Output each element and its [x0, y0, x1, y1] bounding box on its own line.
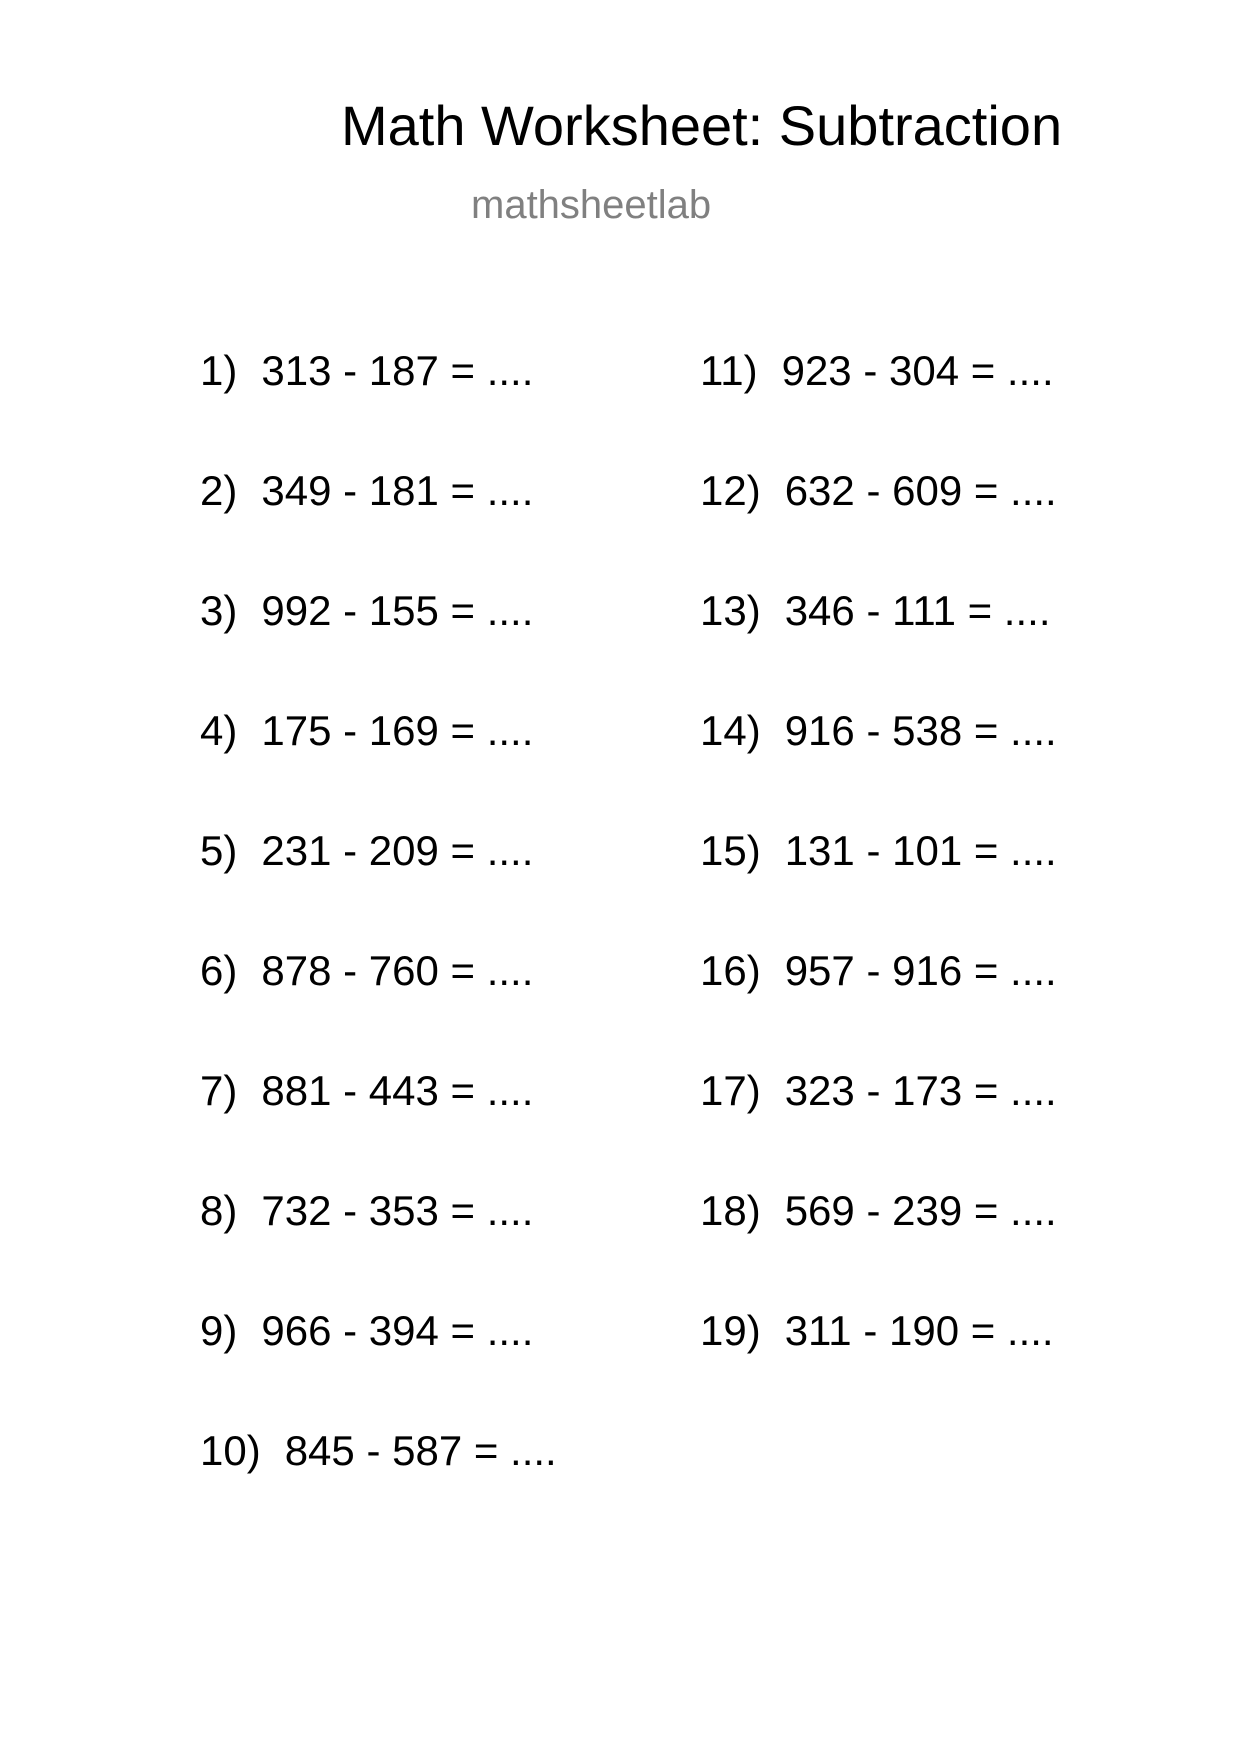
- problem-number: 5): [200, 827, 238, 874]
- worksheet-title: Math Worksheet: Subtraction: [341, 94, 1063, 157]
- problem-item: [200, 347, 557, 470]
- problem-item: [200, 1307, 557, 1430]
- problem-expression: 323 - 173 = ....: [784, 1067, 1057, 1114]
- problem-number: 13): [700, 587, 761, 634]
- problem-number: 1): [200, 347, 238, 394]
- problem-expression: 313 - 187 = ....: [261, 347, 534, 394]
- problem-expression: 957 - 916 = ....: [784, 947, 1057, 994]
- problem-item: [200, 1187, 557, 1310]
- problem-item: [200, 827, 557, 950]
- problem-expression: 131 - 101 = ....: [784, 827, 1057, 874]
- problem-expression: 878 - 760 = ....: [261, 947, 534, 994]
- problem-expression: 632 - 609 = ....: [784, 467, 1057, 514]
- problem-column-left: [200, 347, 557, 1550]
- problem-item: [200, 707, 557, 830]
- problem-item: [700, 467, 1057, 590]
- problem-item: [700, 1067, 1057, 1190]
- problem-number: 12): [700, 467, 761, 514]
- problem-number: 17): [700, 1067, 761, 1114]
- problem-expression: 346 - 111 = ....: [784, 587, 1051, 634]
- problem-number: 10): [200, 1427, 261, 1474]
- problem-number: 19): [700, 1307, 761, 1354]
- problem-number: 18): [700, 1187, 761, 1234]
- problem-expression: 175 - 169 = ....: [261, 707, 534, 754]
- problem-number: 2): [200, 467, 238, 514]
- problem-expression: 845 - 587 = ....: [284, 1427, 557, 1474]
- brand-name: mathsheetlab: [471, 183, 712, 227]
- problem-item: [200, 1067, 557, 1190]
- problem-expression: 966 - 394 = ....: [261, 1307, 534, 1354]
- problem-item: [700, 587, 1057, 710]
- problem-item: [200, 947, 557, 1070]
- problem-item: [700, 347, 1057, 470]
- problem-expression: 923 - 304 = ....: [781, 347, 1054, 394]
- problem-number: 14): [700, 707, 761, 754]
- problem-expression: 311 - 190 = ....: [784, 1307, 1054, 1354]
- problem-number: 4): [200, 707, 238, 754]
- problem-number: 11): [700, 347, 758, 394]
- problem-expression: 569 - 239 = ....: [784, 1187, 1057, 1234]
- problem-column-right: [700, 347, 1057, 1430]
- problem-item: [700, 707, 1057, 830]
- problem-expression: 992 - 155 = ....: [261, 587, 534, 634]
- problem-number: 9): [200, 1307, 238, 1354]
- problem-item: [200, 587, 557, 710]
- problem-expression: 916 - 538 = ....: [784, 707, 1057, 754]
- problem-item: [700, 1187, 1057, 1310]
- problem-number: 3): [200, 587, 238, 634]
- problem-number: 7): [200, 1067, 238, 1114]
- problem-expression: 231 - 209 = ....: [261, 827, 534, 874]
- problem-item: [700, 1307, 1057, 1430]
- problem-item: [200, 467, 557, 590]
- problem-number: 8): [200, 1187, 238, 1234]
- problem-expression: 881 - 443 = ....: [261, 1067, 534, 1114]
- problem-item: [700, 827, 1057, 950]
- problem-number: 6): [200, 947, 238, 994]
- problem-item: [200, 1427, 557, 1550]
- problem-expression: 732 - 353 = ....: [261, 1187, 534, 1234]
- problem-number: 16): [700, 947, 761, 994]
- problem-expression: 349 - 181 = ....: [261, 467, 534, 514]
- problem-item: [700, 947, 1057, 1070]
- problem-number: 15): [700, 827, 761, 874]
